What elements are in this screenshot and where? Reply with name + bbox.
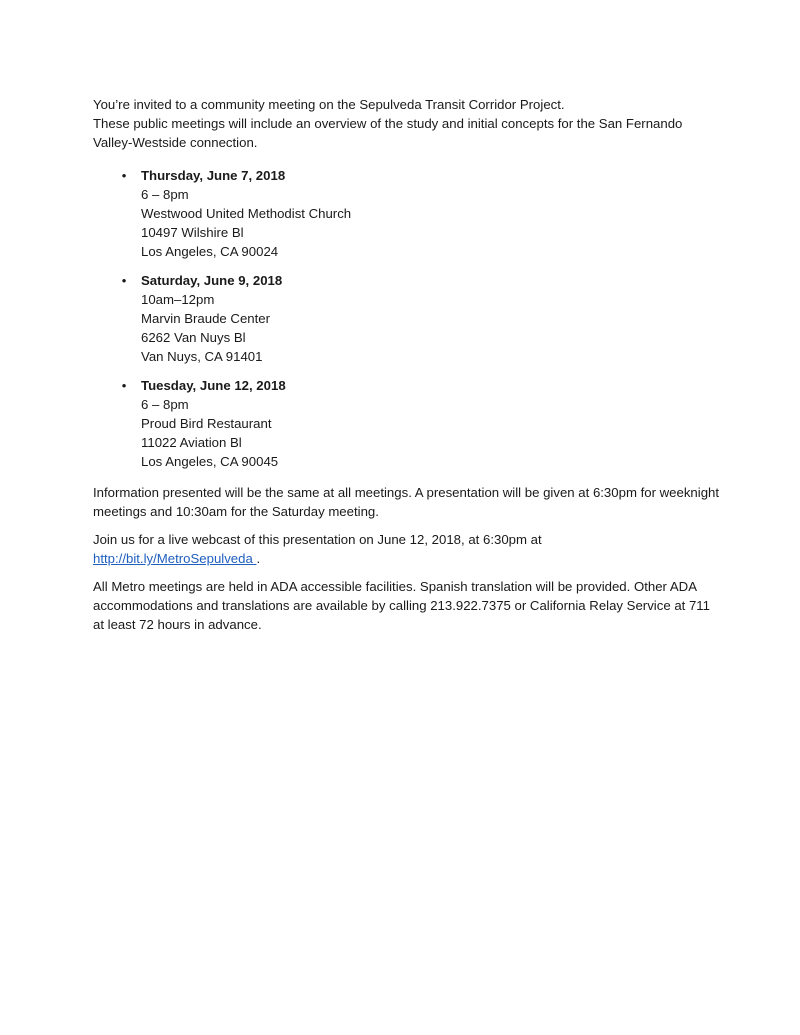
meeting-street: 11022 Aviation Bl <box>141 435 242 450</box>
meeting-venue: Proud Bird Restaurant <box>141 416 272 431</box>
meeting-item <box>93 271 723 366</box>
meeting-time: 10am–12pm <box>141 292 215 307</box>
meeting-item <box>93 166 723 261</box>
info-paragraph: Information presented will be the same at all meetings. A presentation will be given at 6:30pm for weeknight meetings and 10:30am for the Saturday meeting. <box>93 485 720 519</box>
meeting-date: Saturday, June 9, 2018 <box>141 273 283 288</box>
ada-paragraph: All Metro meetings are held in ADA accessible facilities. Spanish translation will be provided. Other ADA accommodations and translations are available by calling 213.922.7375 or California Relay Service at 711 at least 72 hours in advance. <box>93 579 710 632</box>
meeting-date: Thursday, June 7, 2018 <box>141 168 286 183</box>
bullet-icon: • <box>121 168 127 183</box>
meeting-street: 10497 Wilshire Bl <box>141 225 244 240</box>
bullet-icon: • <box>121 378 127 393</box>
webcast-link[interactable]: http://bit.ly/MetroSepulveda <box>93 551 257 566</box>
meeting-venue: Westwood United Methodist Church <box>141 206 352 221</box>
webcast-suffix: . <box>256 551 261 566</box>
webcast-paragraph <box>93 530 723 568</box>
intro-section <box>93 95 723 152</box>
meeting-street: 6262 Van Nuys Bl <box>141 330 246 345</box>
meeting-list <box>93 166 723 471</box>
meeting-time: 6 – 8pm <box>141 187 189 202</box>
intro-line-2: These public meetings will include an overview of the study and initial concepts for the San Fernando Valley-Westside connection. <box>93 116 683 150</box>
meeting-time: 6 – 8pm <box>141 397 189 412</box>
meeting-city: Los Angeles, CA 90045 <box>141 454 279 469</box>
webcast-text: Join us for a live webcast of this presentation on June 12, 2018, at 6:30pm at <box>93 532 542 547</box>
meeting-city: Van Nuys, CA 91401 <box>141 349 263 364</box>
intro-line-1: You’re invited to a community meeting on the Sepulveda Transit Corridor Project. <box>93 97 565 112</box>
meeting-city: Los Angeles, CA 90024 <box>141 244 279 259</box>
document-page <box>93 95 723 634</box>
bullet-icon: • <box>121 273 127 288</box>
meeting-date: Tuesday, June 12, 2018 <box>141 378 286 393</box>
meeting-venue: Marvin Braude Center <box>141 311 271 326</box>
meeting-item <box>93 376 723 471</box>
